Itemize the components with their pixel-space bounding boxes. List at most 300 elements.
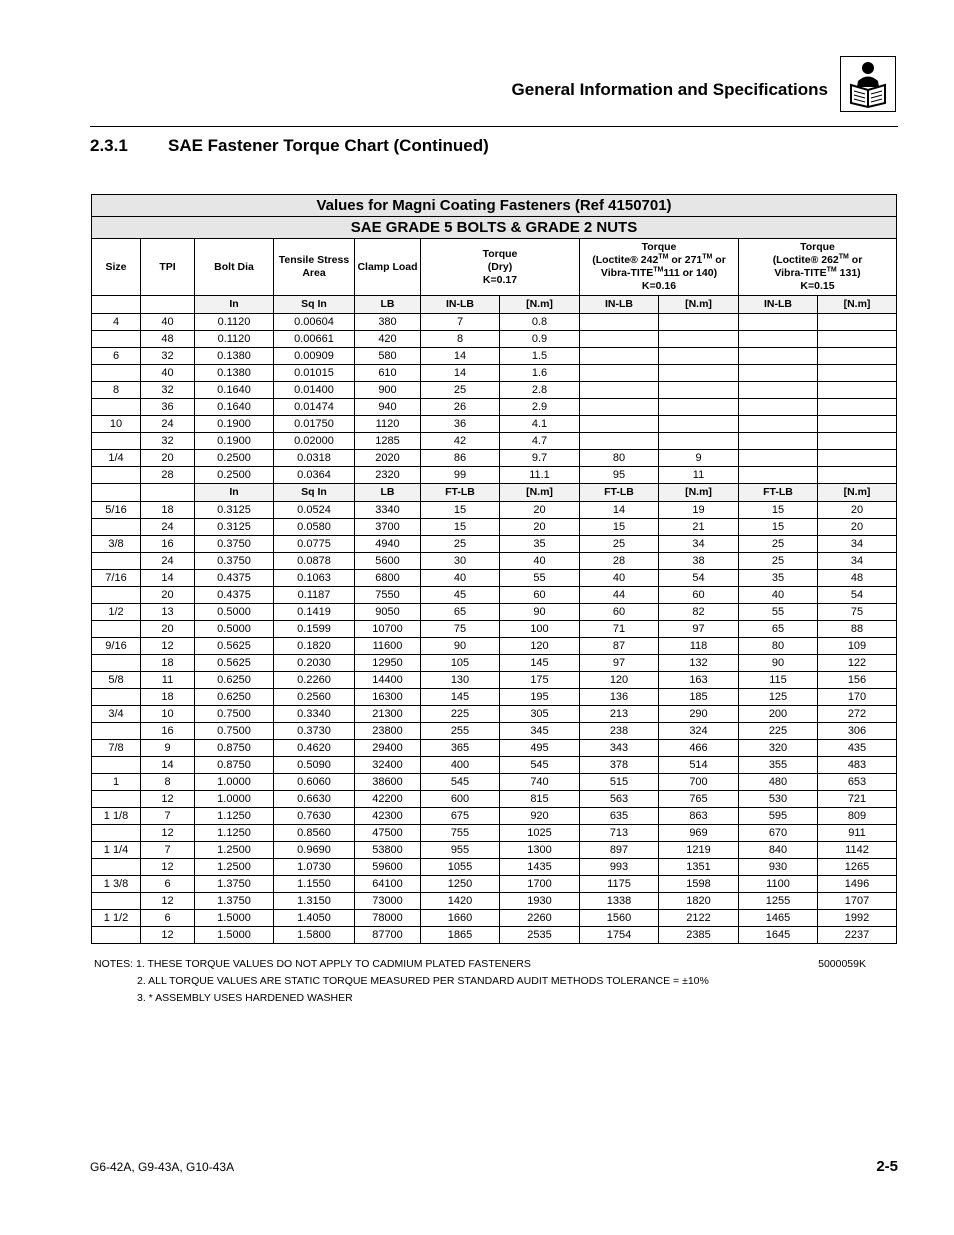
- table-cell: 6: [141, 876, 195, 893]
- table-cell: 255: [421, 723, 500, 740]
- table-cell: 32400: [355, 757, 421, 774]
- table-cell: 1.0000: [195, 791, 274, 808]
- table-cell: 0.3750: [195, 536, 274, 553]
- table-cell: 1.5000: [195, 927, 274, 944]
- table-row: [92, 365, 897, 382]
- table-cell: 38: [659, 553, 739, 570]
- table-cell: 1.1550: [274, 876, 355, 893]
- table-cell: 1865: [421, 927, 500, 944]
- table-cell: 0.01474: [274, 399, 355, 416]
- tm-mark: TM: [653, 266, 664, 274]
- table-cell: 5/8: [92, 672, 141, 689]
- table-cell: 5600: [355, 553, 421, 570]
- table-cell: 99: [421, 467, 500, 484]
- table-cell: 1142: [818, 842, 897, 859]
- table-cell: 0.3125: [195, 519, 274, 536]
- table-cell: 130: [421, 672, 500, 689]
- table-row: [92, 825, 897, 842]
- table-cell: 0.8560: [274, 825, 355, 842]
- table-cell: 21: [659, 519, 739, 536]
- table-cell: [659, 365, 739, 382]
- table-cell: [818, 399, 897, 416]
- dry-line3: K=0.17: [482, 273, 518, 286]
- table-cell: [92, 689, 141, 706]
- table-cell: 0.6060: [274, 774, 355, 791]
- table-cell: 920: [500, 808, 580, 825]
- table-cell: 355: [739, 757, 818, 774]
- table-cell: [818, 416, 897, 433]
- torque-table: [91, 194, 897, 944]
- table-cell: 911: [818, 825, 897, 842]
- unit-cell: IN-LB: [739, 296, 818, 314]
- table-cell: 0.1187: [274, 587, 355, 604]
- l242-line2c: or: [712, 254, 726, 266]
- table-cell: 0.2500: [195, 450, 274, 467]
- table-cell: [659, 433, 739, 450]
- table-cell: 20: [500, 519, 580, 536]
- unit-cell: IN-LB: [421, 296, 500, 314]
- table-cell: 15: [421, 519, 500, 536]
- col-header-clamp: Clamp Load: [355, 239, 421, 296]
- table-cell: 635: [580, 808, 659, 825]
- table-cell: 721: [818, 791, 897, 808]
- table-cell: 930: [739, 859, 818, 876]
- table-cell: 1100: [739, 876, 818, 893]
- table-cell: 1465: [739, 910, 818, 927]
- table-cell: 8: [421, 331, 500, 348]
- tm-mark: TM: [702, 253, 713, 261]
- table-cell: 14: [421, 365, 500, 382]
- header-rule: [90, 126, 898, 127]
- table-cell: 97: [659, 621, 739, 638]
- table-cell: 0.02000: [274, 433, 355, 450]
- table-cell: 60: [500, 587, 580, 604]
- table-cell: 54: [818, 587, 897, 604]
- table-row: [92, 450, 897, 467]
- table-row: [92, 859, 897, 876]
- table-row: [92, 502, 897, 519]
- table-cell: 20: [141, 587, 195, 604]
- table-cell: 1265: [818, 859, 897, 876]
- table-cell: 1.3750: [195, 876, 274, 893]
- table-cell: 120: [500, 638, 580, 655]
- table-cell: 1992: [818, 910, 897, 927]
- unit-cell: [N.m]: [500, 296, 580, 314]
- table-cell: 1496: [818, 876, 897, 893]
- table-cell: 4.1: [500, 416, 580, 433]
- table-cell: [580, 314, 659, 331]
- l262-line2b: or: [848, 254, 863, 266]
- table-cell: 1 1/4: [92, 842, 141, 859]
- table-cell: 0.1599: [274, 621, 355, 638]
- l262-line2a: (Loctite® 262: [772, 254, 839, 266]
- table-cell: 0.8750: [195, 757, 274, 774]
- table-cell: 2237: [818, 927, 897, 944]
- table-row: [92, 553, 897, 570]
- table-cell: 0.5000: [195, 621, 274, 638]
- table-cell: 940: [355, 399, 421, 416]
- table-cell: 0.8: [500, 314, 580, 331]
- table-row: [92, 570, 897, 587]
- table-cell: 23800: [355, 723, 421, 740]
- table-cell: 95: [580, 467, 659, 484]
- table-cell: [739, 399, 818, 416]
- table-cell: [739, 314, 818, 331]
- table-cell: 514: [659, 757, 739, 774]
- table-cell: 45: [421, 587, 500, 604]
- table-cell: [580, 365, 659, 382]
- table-cell: [739, 450, 818, 467]
- table-cell: 32: [141, 433, 195, 450]
- table-cell: [580, 331, 659, 348]
- table-cell: 0.0364: [274, 467, 355, 484]
- table-cell: 0.4375: [195, 570, 274, 587]
- unit-cell: [141, 484, 195, 502]
- table-cell: 0.0580: [274, 519, 355, 536]
- tm-mark: TM: [826, 266, 837, 274]
- table-cell: [659, 331, 739, 348]
- table-cell: 20: [818, 502, 897, 519]
- table-cell: [739, 433, 818, 450]
- table-cell: 28: [141, 467, 195, 484]
- table-cell: 90: [421, 638, 500, 655]
- table-cell: [92, 859, 141, 876]
- table-cell: 0.3340: [274, 706, 355, 723]
- unit-cell: FT-LB: [739, 484, 818, 502]
- unit-cell: [N.m]: [659, 296, 739, 314]
- table-cell: 145: [421, 689, 500, 706]
- table-cell: 42: [421, 433, 500, 450]
- table-cell: 175: [500, 672, 580, 689]
- table-cell: 87: [580, 638, 659, 655]
- table-cell: 0.3750: [195, 553, 274, 570]
- tm-mark: TM: [658, 253, 669, 261]
- table-cell: 6: [141, 910, 195, 927]
- table-cell: 1645: [739, 927, 818, 944]
- table-cell: [818, 433, 897, 450]
- table-cell: 11600: [355, 638, 421, 655]
- unit-cell: Sq In: [274, 484, 355, 502]
- table-cell: 1.3750: [195, 893, 274, 910]
- table-cell: 8: [92, 382, 141, 399]
- table-cell: 1820: [659, 893, 739, 910]
- table-cell: 3340: [355, 502, 421, 519]
- table-cell: 38600: [355, 774, 421, 791]
- table-cell: 0.00909: [274, 348, 355, 365]
- table-cell: 16: [141, 536, 195, 553]
- table-row: [92, 314, 897, 331]
- table-cell: [580, 382, 659, 399]
- unit-cell: [141, 296, 195, 314]
- table-cell: 1285: [355, 433, 421, 450]
- table-cell: 420: [355, 331, 421, 348]
- table-cell: 42200: [355, 791, 421, 808]
- table-cell: 0.0775: [274, 536, 355, 553]
- table-row: [92, 808, 897, 825]
- table-cell: 1.2500: [195, 842, 274, 859]
- table-cell: 54: [659, 570, 739, 587]
- table-cell: 19: [659, 502, 739, 519]
- table-cell: [92, 519, 141, 536]
- table-cell: 145: [500, 655, 580, 672]
- table-cell: 25: [739, 553, 818, 570]
- table-cell: 1.5800: [274, 927, 355, 944]
- note-2: 2. ALL TORQUE VALUES ARE STATIC TORQUE MEASURED PER STANDARD AUDIT METHODS TOLERANCE = ±10%: [137, 975, 709, 987]
- table-row: [92, 672, 897, 689]
- table-cell: 600: [421, 791, 500, 808]
- table-cell: 0.1640: [195, 399, 274, 416]
- table-row: [92, 416, 897, 433]
- footer-models: G6-42A, G9-43A, G10-43A: [90, 1160, 235, 1174]
- unit-cell: LB: [355, 296, 421, 314]
- table-cell: 1435: [500, 859, 580, 876]
- table-cell: 1.0000: [195, 774, 274, 791]
- table-cell: 0.1640: [195, 382, 274, 399]
- table-cell: 73000: [355, 893, 421, 910]
- table-cell: 1700: [500, 876, 580, 893]
- table-cell: 0.6250: [195, 689, 274, 706]
- table-cell: 11: [659, 467, 739, 484]
- table-cell: 483: [818, 757, 897, 774]
- table-cell: 713: [580, 825, 659, 842]
- table-cell: 515: [580, 774, 659, 791]
- table-cell: [92, 791, 141, 808]
- table-cell: 9: [659, 450, 739, 467]
- table-cell: 20: [500, 502, 580, 519]
- table-cell: 1 3/8: [92, 876, 141, 893]
- table-cell: 1: [92, 774, 141, 791]
- l242-line4: K=0.16: [641, 280, 677, 292]
- table-cell: 0.01015: [274, 365, 355, 382]
- table-cell: 0.1120: [195, 314, 274, 331]
- table-cell: 0.1820: [274, 638, 355, 655]
- table-cell: 115: [739, 672, 818, 689]
- table-cell: 20: [141, 621, 195, 638]
- table-cell: 25: [421, 536, 500, 553]
- notes: [94, 957, 709, 1008]
- unit-cell: [92, 296, 141, 314]
- table-cell: 1250: [421, 876, 500, 893]
- table-cell: 0.2560: [274, 689, 355, 706]
- table-cell: 60: [580, 604, 659, 621]
- table-cell: 1300: [500, 842, 580, 859]
- table-cell: [92, 825, 141, 842]
- table-cell: 80: [580, 450, 659, 467]
- table-cell: [92, 433, 141, 450]
- unit-cell: [N.m]: [500, 484, 580, 502]
- table-cell: 320: [739, 740, 818, 757]
- units-row: [92, 484, 897, 502]
- table-cell: 1930: [500, 893, 580, 910]
- table-row: [92, 382, 897, 399]
- col-header-size: Size: [92, 239, 141, 296]
- unit-cell: In: [195, 484, 274, 502]
- table-cell: 306: [818, 723, 897, 740]
- table-cell: 670: [739, 825, 818, 842]
- table-cell: 26: [421, 399, 500, 416]
- table-row: [92, 587, 897, 604]
- table-cell: 48: [141, 331, 195, 348]
- table-cell: 0.1380: [195, 365, 274, 382]
- table-cell: 580: [355, 348, 421, 365]
- table-row: [92, 519, 897, 536]
- table-cell: 0.00661: [274, 331, 355, 348]
- table-cell: [659, 399, 739, 416]
- table-cell: 213: [580, 706, 659, 723]
- table-cell: 24: [141, 519, 195, 536]
- table-cell: 65: [739, 621, 818, 638]
- table-cell: 24: [141, 416, 195, 433]
- unit-cell: In: [195, 296, 274, 314]
- table-cell: 1338: [580, 893, 659, 910]
- col-header-tpi: TPI: [141, 239, 195, 296]
- table-cell: 0.00604: [274, 314, 355, 331]
- table-cell: [580, 416, 659, 433]
- table-cell: 238: [580, 723, 659, 740]
- note-3: 3. * ASSEMBLY USES HARDENED WASHER: [137, 992, 353, 1004]
- table-cell: 25: [580, 536, 659, 553]
- table-cell: 365: [421, 740, 500, 757]
- header-title: General Information and Specifications: [511, 80, 828, 99]
- table-row: [92, 433, 897, 450]
- table-cell: 4940: [355, 536, 421, 553]
- table-cell: 20: [818, 519, 897, 536]
- table-cell: 24: [141, 553, 195, 570]
- table-cell: 305: [500, 706, 580, 723]
- table-cell: 12: [141, 893, 195, 910]
- table-cell: 14: [141, 757, 195, 774]
- table-cell: 18: [141, 502, 195, 519]
- table-cell: 15: [421, 502, 500, 519]
- table-row: [92, 791, 897, 808]
- unit-cell: FT-LB: [580, 484, 659, 502]
- table-cell: [580, 348, 659, 365]
- table-cell: 0.3125: [195, 502, 274, 519]
- tm-mark: TM: [838, 253, 849, 261]
- table-cell: [92, 893, 141, 910]
- table-cell: 1560: [580, 910, 659, 927]
- table-cell: 2535: [500, 927, 580, 944]
- table-cell: 40: [421, 570, 500, 587]
- table-cell: 163: [659, 672, 739, 689]
- unit-cell: [N.m]: [818, 296, 897, 314]
- table-cell: 2385: [659, 927, 739, 944]
- table-cell: 97: [580, 655, 659, 672]
- table-cell: 4: [92, 314, 141, 331]
- table-banner-grade: SAE GRADE 5 BOLTS & GRADE 2 NUTS: [92, 217, 897, 239]
- table-cell: 132: [659, 655, 739, 672]
- table-cell: 105: [421, 655, 500, 672]
- table-cell: 0.9: [500, 331, 580, 348]
- table-cell: 595: [739, 808, 818, 825]
- table-cell: 1219: [659, 842, 739, 859]
- table-cell: 380: [355, 314, 421, 331]
- unit-cell: [N.m]: [659, 484, 739, 502]
- table-cell: 10: [92, 416, 141, 433]
- table-cell: 11: [141, 672, 195, 689]
- table-cell: 765: [659, 791, 739, 808]
- table-cell: 466: [659, 740, 739, 757]
- l262-line4: K=0.15: [800, 280, 835, 292]
- unit-cell: Sq In: [274, 296, 355, 314]
- table-cell: [818, 348, 897, 365]
- table-cell: 12950: [355, 655, 421, 672]
- table-cell: 0.3730: [274, 723, 355, 740]
- table-cell: [739, 467, 818, 484]
- table-row: [92, 348, 897, 365]
- table-cell: 90: [500, 604, 580, 621]
- table-cell: [739, 348, 818, 365]
- table-row: [92, 604, 897, 621]
- table-cell: 86: [421, 450, 500, 467]
- table-cell: 9050: [355, 604, 421, 621]
- table-cell: 1598: [659, 876, 739, 893]
- table-cell: 14: [580, 502, 659, 519]
- table-cell: 12: [141, 825, 195, 842]
- table-cell: 5/16: [92, 502, 141, 519]
- table-cell: 122: [818, 655, 897, 672]
- table-cell: 80: [739, 638, 818, 655]
- table-cell: 55: [739, 604, 818, 621]
- table-row: [92, 536, 897, 553]
- col-header-torque-dry: [421, 239, 580, 296]
- table-cell: 530: [739, 791, 818, 808]
- reader-book-icon: [840, 56, 896, 112]
- table-cell: 545: [421, 774, 500, 791]
- l262-line3b: 131): [836, 267, 861, 279]
- table-cell: 993: [580, 859, 659, 876]
- table-cell: 120: [580, 672, 659, 689]
- table-cell: 809: [818, 808, 897, 825]
- table-cell: 6800: [355, 570, 421, 587]
- table-cell: 0.1380: [195, 348, 274, 365]
- table-cell: 1707: [818, 893, 897, 910]
- table-cell: 8: [141, 774, 195, 791]
- table-cell: 32: [141, 348, 195, 365]
- table-cell: 700: [659, 774, 739, 791]
- table-cell: 118: [659, 638, 739, 655]
- table-cell: 0.7630: [274, 808, 355, 825]
- unit-cell: FT-LB: [421, 484, 500, 502]
- table-cell: 0.01400: [274, 382, 355, 399]
- table-cell: [92, 757, 141, 774]
- table-cell: 9.7: [500, 450, 580, 467]
- table-cell: 0.0318: [274, 450, 355, 467]
- table-cell: 545: [500, 757, 580, 774]
- table-cell: 64100: [355, 876, 421, 893]
- table-row: [92, 655, 897, 672]
- table-cell: 1025: [500, 825, 580, 842]
- l262-line1: Torque: [800, 241, 835, 253]
- table-row: [92, 842, 897, 859]
- table-row: [92, 331, 897, 348]
- table-cell: [739, 365, 818, 382]
- table-cell: 185: [659, 689, 739, 706]
- table-cell: 109: [818, 638, 897, 655]
- table-cell: 863: [659, 808, 739, 825]
- table-cell: 0.5090: [274, 757, 355, 774]
- table-cell: [92, 927, 141, 944]
- table-row: [92, 399, 897, 416]
- table-cell: 100: [500, 621, 580, 638]
- table-cell: 563: [580, 791, 659, 808]
- table-cell: 34: [818, 536, 897, 553]
- table-cell: 14: [141, 570, 195, 587]
- table-cell: 1.3150: [274, 893, 355, 910]
- table-cell: 29400: [355, 740, 421, 757]
- table-cell: 0.9690: [274, 842, 355, 859]
- table-cell: 1 1/2: [92, 910, 141, 927]
